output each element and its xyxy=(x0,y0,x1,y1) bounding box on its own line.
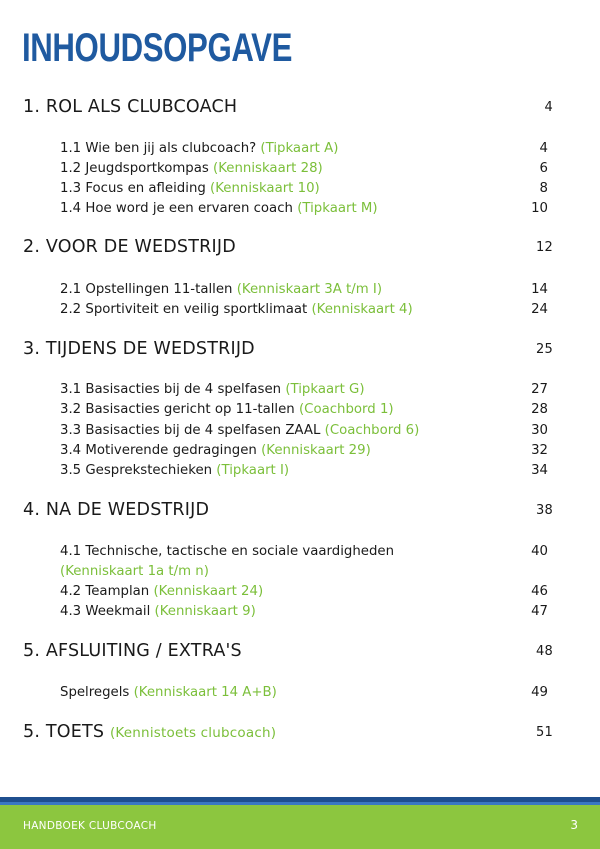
item-label: 3.5 Gesprekstechieken xyxy=(60,463,213,478)
item-label: 1.2 Jeugdsportkompas xyxy=(60,161,209,176)
item-reference: (Kenniskaart 28) xyxy=(213,161,323,176)
item-page-number: 27 xyxy=(531,382,548,397)
item-reference: (Kenniskaart 4) xyxy=(311,302,413,317)
toc-chapter-4[interactable] xyxy=(23,500,553,526)
item-page-number: 24 xyxy=(531,302,548,317)
footer-document-title: HANDBOEK CLUBCOACH xyxy=(23,820,157,832)
item-page-number: 47 xyxy=(531,604,548,619)
toc-item-3-4[interactable] xyxy=(60,441,548,461)
item-label: 1.1 Wie ben jij als clubcoach? xyxy=(60,141,257,156)
chapter-label: 5. AFSLUITING / EXTRA'S xyxy=(23,641,242,661)
item-label: 3.4 Motiverende gedragingen xyxy=(60,443,257,458)
toc-item-3-1[interactable] xyxy=(60,380,548,400)
toc-chapter-2[interactable] xyxy=(23,237,553,263)
item-reference: (Coachbord 6) xyxy=(324,423,420,438)
toc-item-1-4[interactable] xyxy=(60,199,548,219)
toc-item-2-1[interactable] xyxy=(60,280,548,300)
item-label: 4.2 Teamplan xyxy=(60,584,150,599)
item-page-number: 30 xyxy=(531,423,548,438)
item-label: 4.1 Technische, tactische en sociale vaardigheden xyxy=(60,544,395,559)
toc-chapter-3[interactable] xyxy=(23,339,553,365)
item-page-number: 28 xyxy=(531,402,548,417)
item-page-number: 34 xyxy=(531,463,548,478)
toc-item-3-3[interactable] xyxy=(60,421,548,441)
chapter-page-number: 48 xyxy=(536,644,553,659)
item-reference: (Tipkaart I) xyxy=(216,463,290,478)
chapter-label: 2. VOOR DE WEDSTRIJD xyxy=(23,237,236,257)
toc-item-4-1[interactable] xyxy=(60,542,548,582)
chapter-page-number: 25 xyxy=(536,342,553,357)
item-reference: (Coachbord 1) xyxy=(298,402,394,417)
chapter-page-number: 51 xyxy=(536,725,553,740)
toc-item-5-1[interactable] xyxy=(60,683,548,703)
item-reference: (Tipkaart A) xyxy=(260,141,339,156)
item-page-number: 46 xyxy=(531,584,548,599)
toc-item-4-3[interactable] xyxy=(60,602,548,622)
item-page-number: 6 xyxy=(539,161,548,176)
item-reference: (Tipkaart G) xyxy=(285,382,365,397)
item-reference: (Kenniskaart 14 A+B) xyxy=(133,685,277,700)
item-label: 3.2 Basisacties gericht op 11-tallen xyxy=(60,402,295,417)
chapter-label: 4. NA DE WEDSTRIJD xyxy=(23,500,210,520)
chapter-page-number: 12 xyxy=(536,240,553,255)
toc-item-3-5[interactable] xyxy=(60,461,548,481)
item-label: 1.3 Focus en afleiding xyxy=(60,181,206,196)
chapter-page-number: 38 xyxy=(536,503,553,518)
footer-page-number: 3 xyxy=(570,818,578,832)
item-reference: (Kenniskaart 1a t/m n) xyxy=(60,564,209,579)
toc-item-1-1[interactable] xyxy=(60,139,548,159)
chapter-page-number: 4 xyxy=(544,100,553,115)
item-reference: (Kenniskaart 10) xyxy=(210,181,320,196)
toc-item-1-2[interactable] xyxy=(60,159,548,179)
item-page-number: 32 xyxy=(531,443,548,458)
item-reference: (Kenniskaart 24) xyxy=(153,584,264,599)
footer-stripe-light xyxy=(0,802,600,805)
toc-item-2-2[interactable] xyxy=(60,300,548,320)
item-reference: (Tipkaart M) xyxy=(297,201,378,216)
item-label: 2.2 Sportiviteit en veilig sportklimaat xyxy=(60,302,308,317)
chapter-label: 5. TOETS xyxy=(23,722,105,742)
chapter-reference: (Kennistoets clubcoach) xyxy=(109,725,277,741)
item-page-number: 8 xyxy=(539,181,548,196)
item-reference: (Kenniskaart 3A t/m I) xyxy=(236,282,383,297)
item-page-number: 40 xyxy=(531,544,548,559)
toc-chapter-5[interactable] xyxy=(23,641,553,667)
item-label: 4.3 Weekmail xyxy=(60,604,151,619)
item-label: 3.1 Basisacties bij de 4 spelfasen xyxy=(60,382,282,397)
chapter-label: 3. TIJDENS DE WEDSTRIJD xyxy=(23,339,255,359)
item-page-number: 4 xyxy=(539,141,548,156)
toc-item-1-3[interactable] xyxy=(60,179,548,199)
item-label: 2.1 Opstellingen 11-tallen xyxy=(60,282,233,297)
toc-chapter-toets[interactable] xyxy=(23,722,553,748)
toc-item-3-2[interactable] xyxy=(60,400,548,420)
chapter-label: 1. ROL ALS CLUBCOACH xyxy=(23,97,238,117)
item-page-number: 49 xyxy=(531,685,548,700)
item-label: Spelregels xyxy=(60,685,130,700)
item-reference: (Kenniskaart 9) xyxy=(154,604,256,619)
item-label: 1.4 Hoe word je een ervaren coach xyxy=(60,201,293,216)
item-reference: (Kenniskaart 29) xyxy=(261,443,371,458)
item-page-number: 10 xyxy=(531,201,548,216)
item-label: 3.3 Basisacties bij de 4 spelfasen ZAAL xyxy=(60,423,321,438)
toc-item-4-2[interactable] xyxy=(60,582,548,602)
page-title: INHOUDSOPGAVE xyxy=(22,26,292,70)
item-page-number: 14 xyxy=(531,282,548,297)
toc-chapter-1[interactable] xyxy=(23,97,553,123)
